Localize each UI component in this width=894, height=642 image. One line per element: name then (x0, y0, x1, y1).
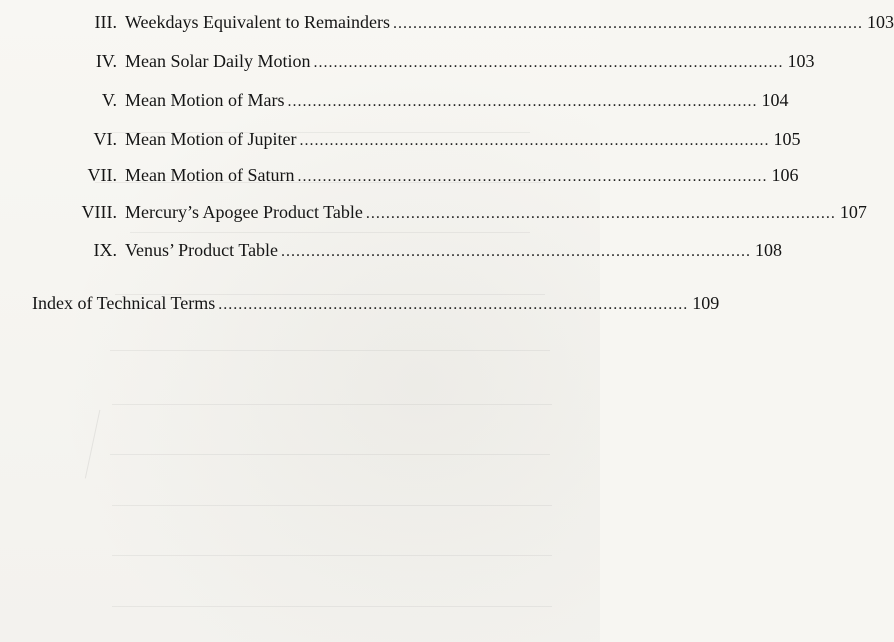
toc-entry-numeral: V. (101, 90, 117, 110)
toc-entry-page: 105 (773, 129, 801, 149)
toc-entry-leader: .............................................................................................. (392, 15, 863, 32)
toc-entry-title: Mean Motion of Jupiter (125, 129, 297, 149)
toc-entry-leader: .............................................................................................. (297, 168, 768, 185)
toc-entry-page: 106 (771, 165, 799, 185)
toc-entry-numeral: IV. (95, 51, 117, 71)
toc-entry-leader: .............................................................................................. (287, 93, 758, 110)
toc-entry (63, 86, 789, 114)
toc-index-page: 109 (692, 293, 720, 313)
toc-index-leader: .............................................................................................. (218, 296, 689, 313)
toc-entry-page: 108 (755, 240, 783, 260)
toc-entry (63, 236, 783, 264)
toc-entry-numeral: VIII. (81, 202, 117, 222)
toc-entry-page: 107 (839, 202, 867, 222)
toc-entry-title: Weekdays Equivalent to Remainders (125, 12, 390, 32)
toc-entry-title: Mercury’s Apogee Product Table (125, 202, 363, 222)
toc-entry (63, 161, 799, 189)
toc-entry-numeral: VI. (93, 129, 117, 149)
toc-entry-page: 103 (866, 12, 894, 32)
toc-entry-page: 104 (761, 90, 789, 110)
toc-entry (63, 198, 867, 226)
toc-entry-leader: .............................................................................................. (313, 54, 784, 71)
toc-index-entry (32, 289, 720, 317)
toc-entry-page: 103 (787, 51, 815, 71)
toc-entry-title: Mean Motion of Mars (125, 90, 285, 110)
toc-entry (63, 47, 815, 75)
toc-entry-leader: .............................................................................................. (365, 205, 836, 222)
toc-entry-title: Mean Motion of Saturn (125, 165, 295, 185)
toc-entry-numeral: III. (94, 12, 117, 32)
toc-entry-leader: .............................................................................................. (299, 132, 770, 149)
toc-entry-leader: .............................................................................................. (281, 243, 752, 260)
toc-entry-numeral: VII. (87, 165, 117, 185)
toc-entry-numeral: IX. (93, 240, 117, 260)
toc-entry (63, 8, 894, 36)
toc-entry-title: Mean Solar Daily Motion (125, 51, 311, 71)
toc-entry-title: Venus’ Product Table (125, 240, 279, 260)
toc-entry (63, 125, 801, 153)
toc-index-title: Index of Technical Terms (32, 293, 216, 313)
